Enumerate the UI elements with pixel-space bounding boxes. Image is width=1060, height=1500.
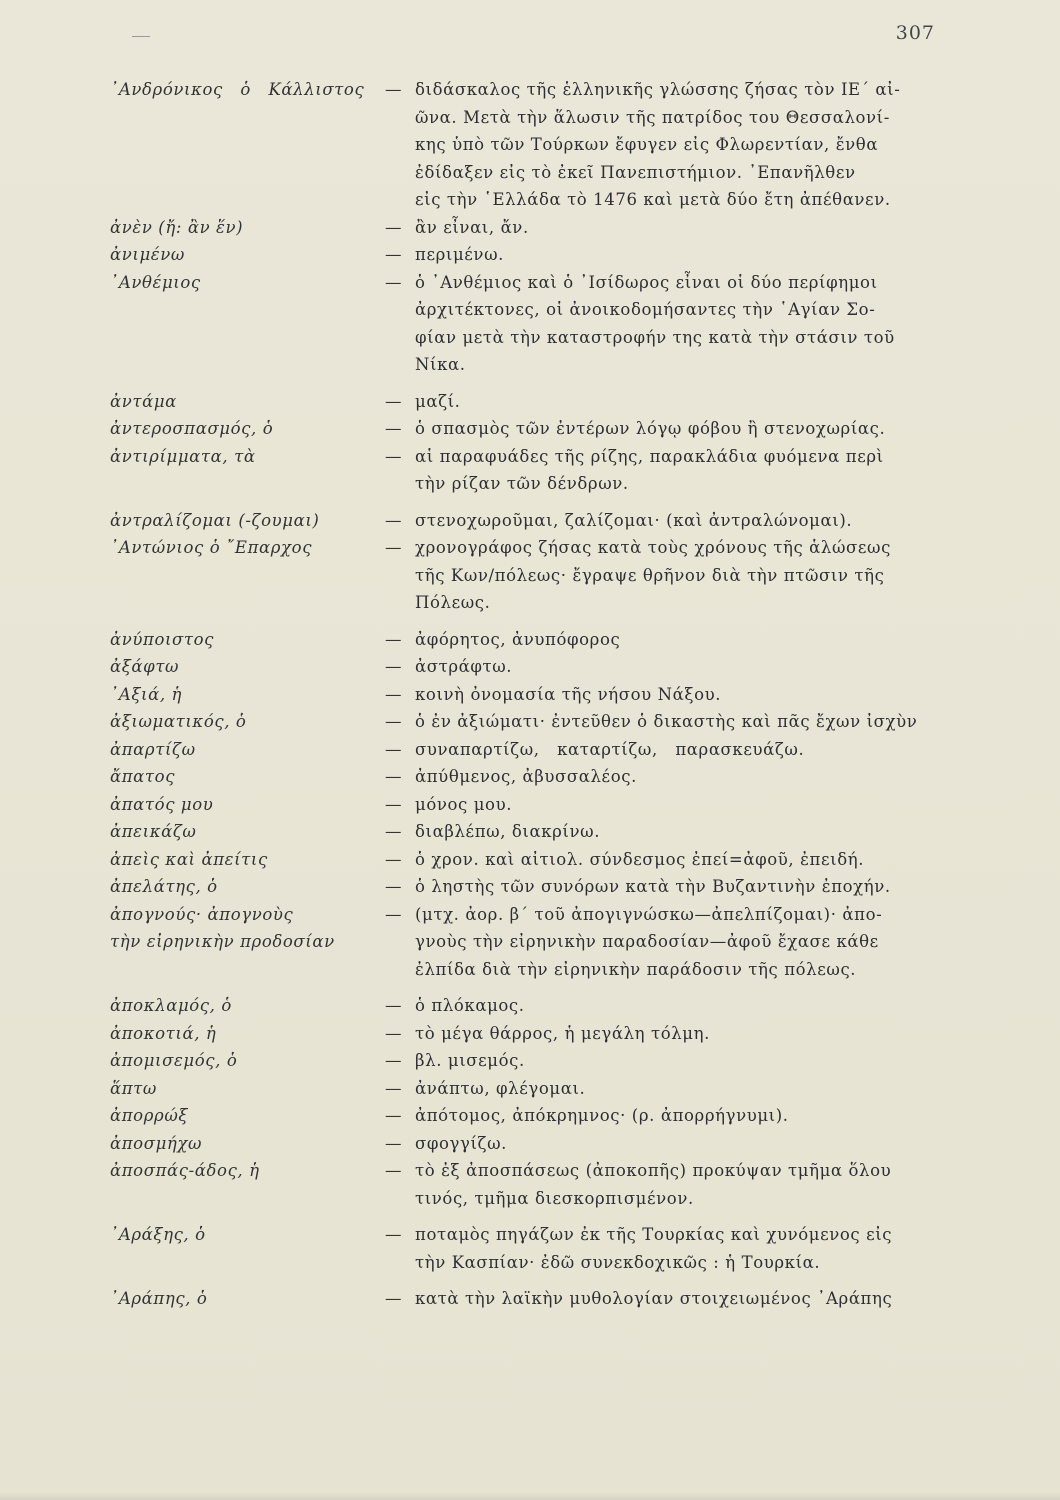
entry-dash: — — [385, 446, 402, 466]
entry-dash: — — [385, 1161, 402, 1180]
entry-dash: — — [385, 538, 402, 557]
entry-definition: ὁ σπασμὸς τῶν ἐντέρων λόγῳ φόβου ἢ στενοχωρίας. — [415, 419, 886, 438]
entry-term: ἀποκλαμός, ὁ — [110, 996, 232, 1015]
entry-term: ἀπορρώξ — [110, 1106, 189, 1125]
glossary-entry — [110, 1102, 950, 1130]
glossary-entry — [110, 415, 950, 443]
entry-dash: — — [385, 419, 402, 438]
entry-definition: ἀστράφτω. — [415, 657, 513, 676]
entry-dash: — — [385, 80, 402, 99]
entry-dash: — — [385, 1051, 402, 1070]
glossary-entry — [110, 76, 950, 214]
entry-definition: ἀπύθμενος, ἀβυσσαλέος. — [415, 767, 637, 786]
entry-dash: — — [385, 739, 402, 759]
entry-definition: μόνος μου. — [415, 794, 513, 814]
entry-term: ἀπατός μου — [110, 794, 214, 814]
glossary-entry — [110, 1157, 950, 1212]
entry-definition: κατὰ τὴν λαϊκὴν μυθολογίαν στοιχειωμένος ᾽Αράπης — [415, 1289, 893, 1308]
entry-definition: ποταμὸς πηγάζων ἐκ τῆς Τουρκίας καὶ χυνόμενος εἰς τὴν Κασπίαν· ἐδῶ συνεκδοχικῶς : ἡ Τουρκία. — [415, 1225, 893, 1272]
entry-term: ἀπομισεμός, ὁ — [110, 1051, 238, 1070]
entry-definition: τὸ μέγα θάρρος, ἡ μεγάλη τόλμη. — [415, 1023, 710, 1043]
glossary-entry — [110, 992, 950, 1020]
entry-term: ἀποσπάς-άδος, ἡ — [110, 1161, 260, 1180]
entry-term: ἀντιρίμματα, τὰ — [110, 446, 256, 466]
entry-term: ᾽Αξιά, ἡ — [110, 684, 183, 704]
entry-definition: ὁ πλόκαμος. — [415, 996, 525, 1015]
entry-dash: — — [385, 391, 402, 411]
glossary-entry — [110, 214, 950, 242]
glossary-entry — [110, 1130, 950, 1158]
entry-definition: ὁ χρον. καὶ αἰτιολ. σύνδεσμος ἐπεί=ἀφοῦ, ἐπειδή. — [415, 849, 865, 869]
entry-definition: μαζί. — [415, 391, 461, 411]
entry-term: ᾽Ανδρόνικος ὁ Κάλλιστος — [110, 80, 365, 99]
glossary-entry — [110, 708, 950, 736]
entry-dash: — — [385, 245, 402, 264]
entry-dash: — — [385, 684, 402, 704]
entry-definition: βλ. μισεμός. — [415, 1051, 525, 1070]
entry-dash: — — [385, 767, 402, 786]
entry-dash: — — [385, 849, 402, 869]
entry-dash: — — [385, 1078, 402, 1098]
entry-definition: ἀνάπτω, φλέγομαι. — [415, 1078, 586, 1098]
entry-dash: — — [385, 272, 402, 292]
entry-definition: ἂν εἶναι, ἄν. — [415, 217, 529, 237]
entry-dash: — — [385, 1225, 402, 1244]
glossary-entry — [110, 269, 950, 379]
entry-term: ἀνὲν (ἤ: ἂν ἕν) — [110, 217, 244, 237]
glossary-entry — [110, 873, 950, 901]
glossary-entry — [110, 763, 950, 791]
entry-term: ἀντεροσπασμός, ὁ — [110, 419, 274, 438]
glossary-entry — [110, 1020, 950, 1048]
entry-term: ἀντραλίζομαι (-ζουμαι) — [110, 510, 320, 530]
entry-dash: — — [385, 904, 402, 924]
glossary-entry — [110, 507, 950, 535]
glossary-list — [110, 76, 950, 1313]
entry-definition: συναπαρτίζω, καταρτίζω, παρασκευάζω. — [415, 739, 805, 759]
entry-dash: — — [385, 1023, 402, 1043]
page-edge-shadow — [0, 1492, 1060, 1500]
entry-dash: — — [385, 1133, 402, 1153]
glossary-entry — [110, 791, 950, 819]
entry-definition: στενοχωροῦμαι, ζαλίζομαι· (καὶ ἀντραλώνομαι). — [415, 510, 853, 530]
entry-definition: ὁ ἐν ἀξιώματι· ἐντεῦθεν ὁ δικαστὴς καὶ πᾶς ἔχων ἰσχὺν — [415, 712, 918, 731]
glossary-entry — [110, 1285, 950, 1313]
entry-definition: ἀπότομος, ἀπόκρημνος· (ρ. ἀπορρήγνυμι). — [415, 1106, 789, 1125]
entry-term: ᾽Αντώνιος ὁ ῎Επαρχος — [110, 538, 313, 557]
page-mark — [132, 36, 150, 37]
entry-term: ἀπαρτίζω — [110, 739, 196, 759]
entry-dash: — — [385, 629, 402, 649]
entry-dash: — — [385, 217, 402, 237]
entry-definition: χρονογράφος ζήσας κατὰ τοὺς χρόνους τῆς ἁλώσεως τῆς Κων/πόλεως· ἔγραψε θρῆνον διὰ τὴν πτῶσιν τῆς Πόλεως. — [415, 538, 891, 612]
entry-term: ἀπεικάζω — [110, 822, 197, 841]
entry-term: ἀντάμα — [110, 391, 177, 411]
entry-term: ἀξιωματικός, ὁ — [110, 712, 247, 731]
entry-dash: — — [385, 510, 402, 530]
entry-definition: ἀφόρητος, ἀνυπόφορος — [415, 629, 621, 649]
glossary-entry — [110, 534, 950, 617]
entry-term: ᾽Αράξης, ὁ — [110, 1225, 206, 1244]
entry-definition: ὁ ᾽Ανθέμιος καὶ ὁ ᾽Ισίδωρος εἶναι οἱ δύο περίφημοι ἀρχιτέκτονες, οἱ ἀνοικοδομήσαντες τὴν ῾Αγίαν Σο- φίαν μετὰ τὴν καταστροφήν της κατὰ τὴν στάσιν τοῦ Νίκα. — [415, 272, 895, 374]
page-number: 307 — [895, 22, 935, 44]
glossary-entry — [110, 846, 950, 874]
glossary-entry — [110, 1047, 950, 1075]
entry-term: ἀνύποιστος — [110, 629, 215, 649]
entry-definition: περιμένω. — [415, 245, 504, 264]
glossary-entry — [110, 443, 950, 498]
entry-dash: — — [385, 712, 402, 731]
entry-dash: — — [385, 996, 402, 1015]
entry-term: ᾽Αράπης, ὁ — [110, 1289, 208, 1308]
entry-dash: — — [385, 877, 402, 896]
entry-dash: — — [385, 794, 402, 814]
entry-definition: τὸ ἐξ ἀποσπάσεως (ἀποκοπῆς) προκύψαν τμῆμα ὅλου τινός, τμῆμα διεσκορπισμένον. — [415, 1161, 892, 1208]
entry-term: ἀπελάτης, ὁ — [110, 877, 218, 896]
entry-term: ᾽Ανθέμιος — [110, 272, 201, 292]
entry-definition: ὁ ληστὴς τῶν συνόρων κατὰ τὴν Βυζαντινὴν ἐποχήν. — [415, 877, 891, 896]
glossary-entry — [110, 1221, 950, 1276]
entry-dash: — — [385, 822, 402, 841]
entry-term: ἀξάφτω — [110, 657, 180, 676]
entry-term: ἄπατος — [110, 767, 176, 786]
entry-definition: αἱ παραφυάδες τῆς ρίζης, παρακλάδια φυόμενα περὶ τὴν ρίζαν τῶν δένδρων. — [415, 446, 884, 493]
entry-term: ἅπτω — [110, 1078, 157, 1098]
glossary-entry — [110, 653, 950, 681]
glossary-entry — [110, 1075, 950, 1103]
glossary-entry — [110, 818, 950, 846]
entry-term: ἀπεὶς καὶ ἀπείτις — [110, 849, 268, 869]
entry-term: ἀποκοτιά, ἡ — [110, 1023, 217, 1043]
glossary-entry — [110, 736, 950, 764]
entry-term: ἀπογνούς· ἀπογνοὺς τὴν εἰρηνικὴν προδοσίαν — [110, 904, 335, 951]
entry-definition: (μτχ. ἀορ. β΄ τοῦ ἀπογιγνώσκω—ἀπελπίζομαι)· ἀπο- γνοὺς τὴν εἰρηνικὴν παραδοσίαν—ἀφοῦ ἔχασε κάθε ἐλπίδα διὰ τὴν εἰρηνικὴν παράδοσιν τῆς πόλεως. — [415, 904, 883, 979]
entry-definition: διδάσκαλος τῆς ἑλληνικῆς γλώσσης ζήσας τὸν ΙΕ΄ αἰ- ῶνα. Μετὰ τὴν ἅλωσιν τῆς πατρίδος του Θεσσαλονί- κης ὑπὸ τῶν Τούρκων ἔφυγεν εἰς Φλωρεντίαν, ἔνθα ἐδίδαξεν εἰς τὸ ἐκεῖ Πανεπιστήμιον. ᾽Επανῆλθεν εἰς τὴν ῾Ελλάδα τὸ 1476 καὶ μετὰ δύο ἔτη ἀπέθανεν. — [415, 80, 901, 209]
entry-dash: — — [385, 1289, 402, 1308]
glossary-entry — [110, 388, 950, 416]
glossary-entry — [110, 241, 950, 269]
glossary-entry — [110, 901, 950, 984]
entry-dash: — — [385, 657, 402, 676]
entry-term: ἀνιμένω — [110, 245, 185, 264]
entry-term: ἀποσμήχω — [110, 1133, 203, 1153]
entry-definition: κοινὴ ὀνομασία τῆς νήσου Νάξου. — [415, 684, 722, 704]
glossary-entry — [110, 681, 950, 709]
entry-definition: διαβλέπω, διακρίνω. — [415, 822, 601, 841]
entry-definition: σφογγίζω. — [415, 1133, 507, 1153]
glossary-entry — [110, 626, 950, 654]
entry-dash: — — [385, 1106, 402, 1125]
